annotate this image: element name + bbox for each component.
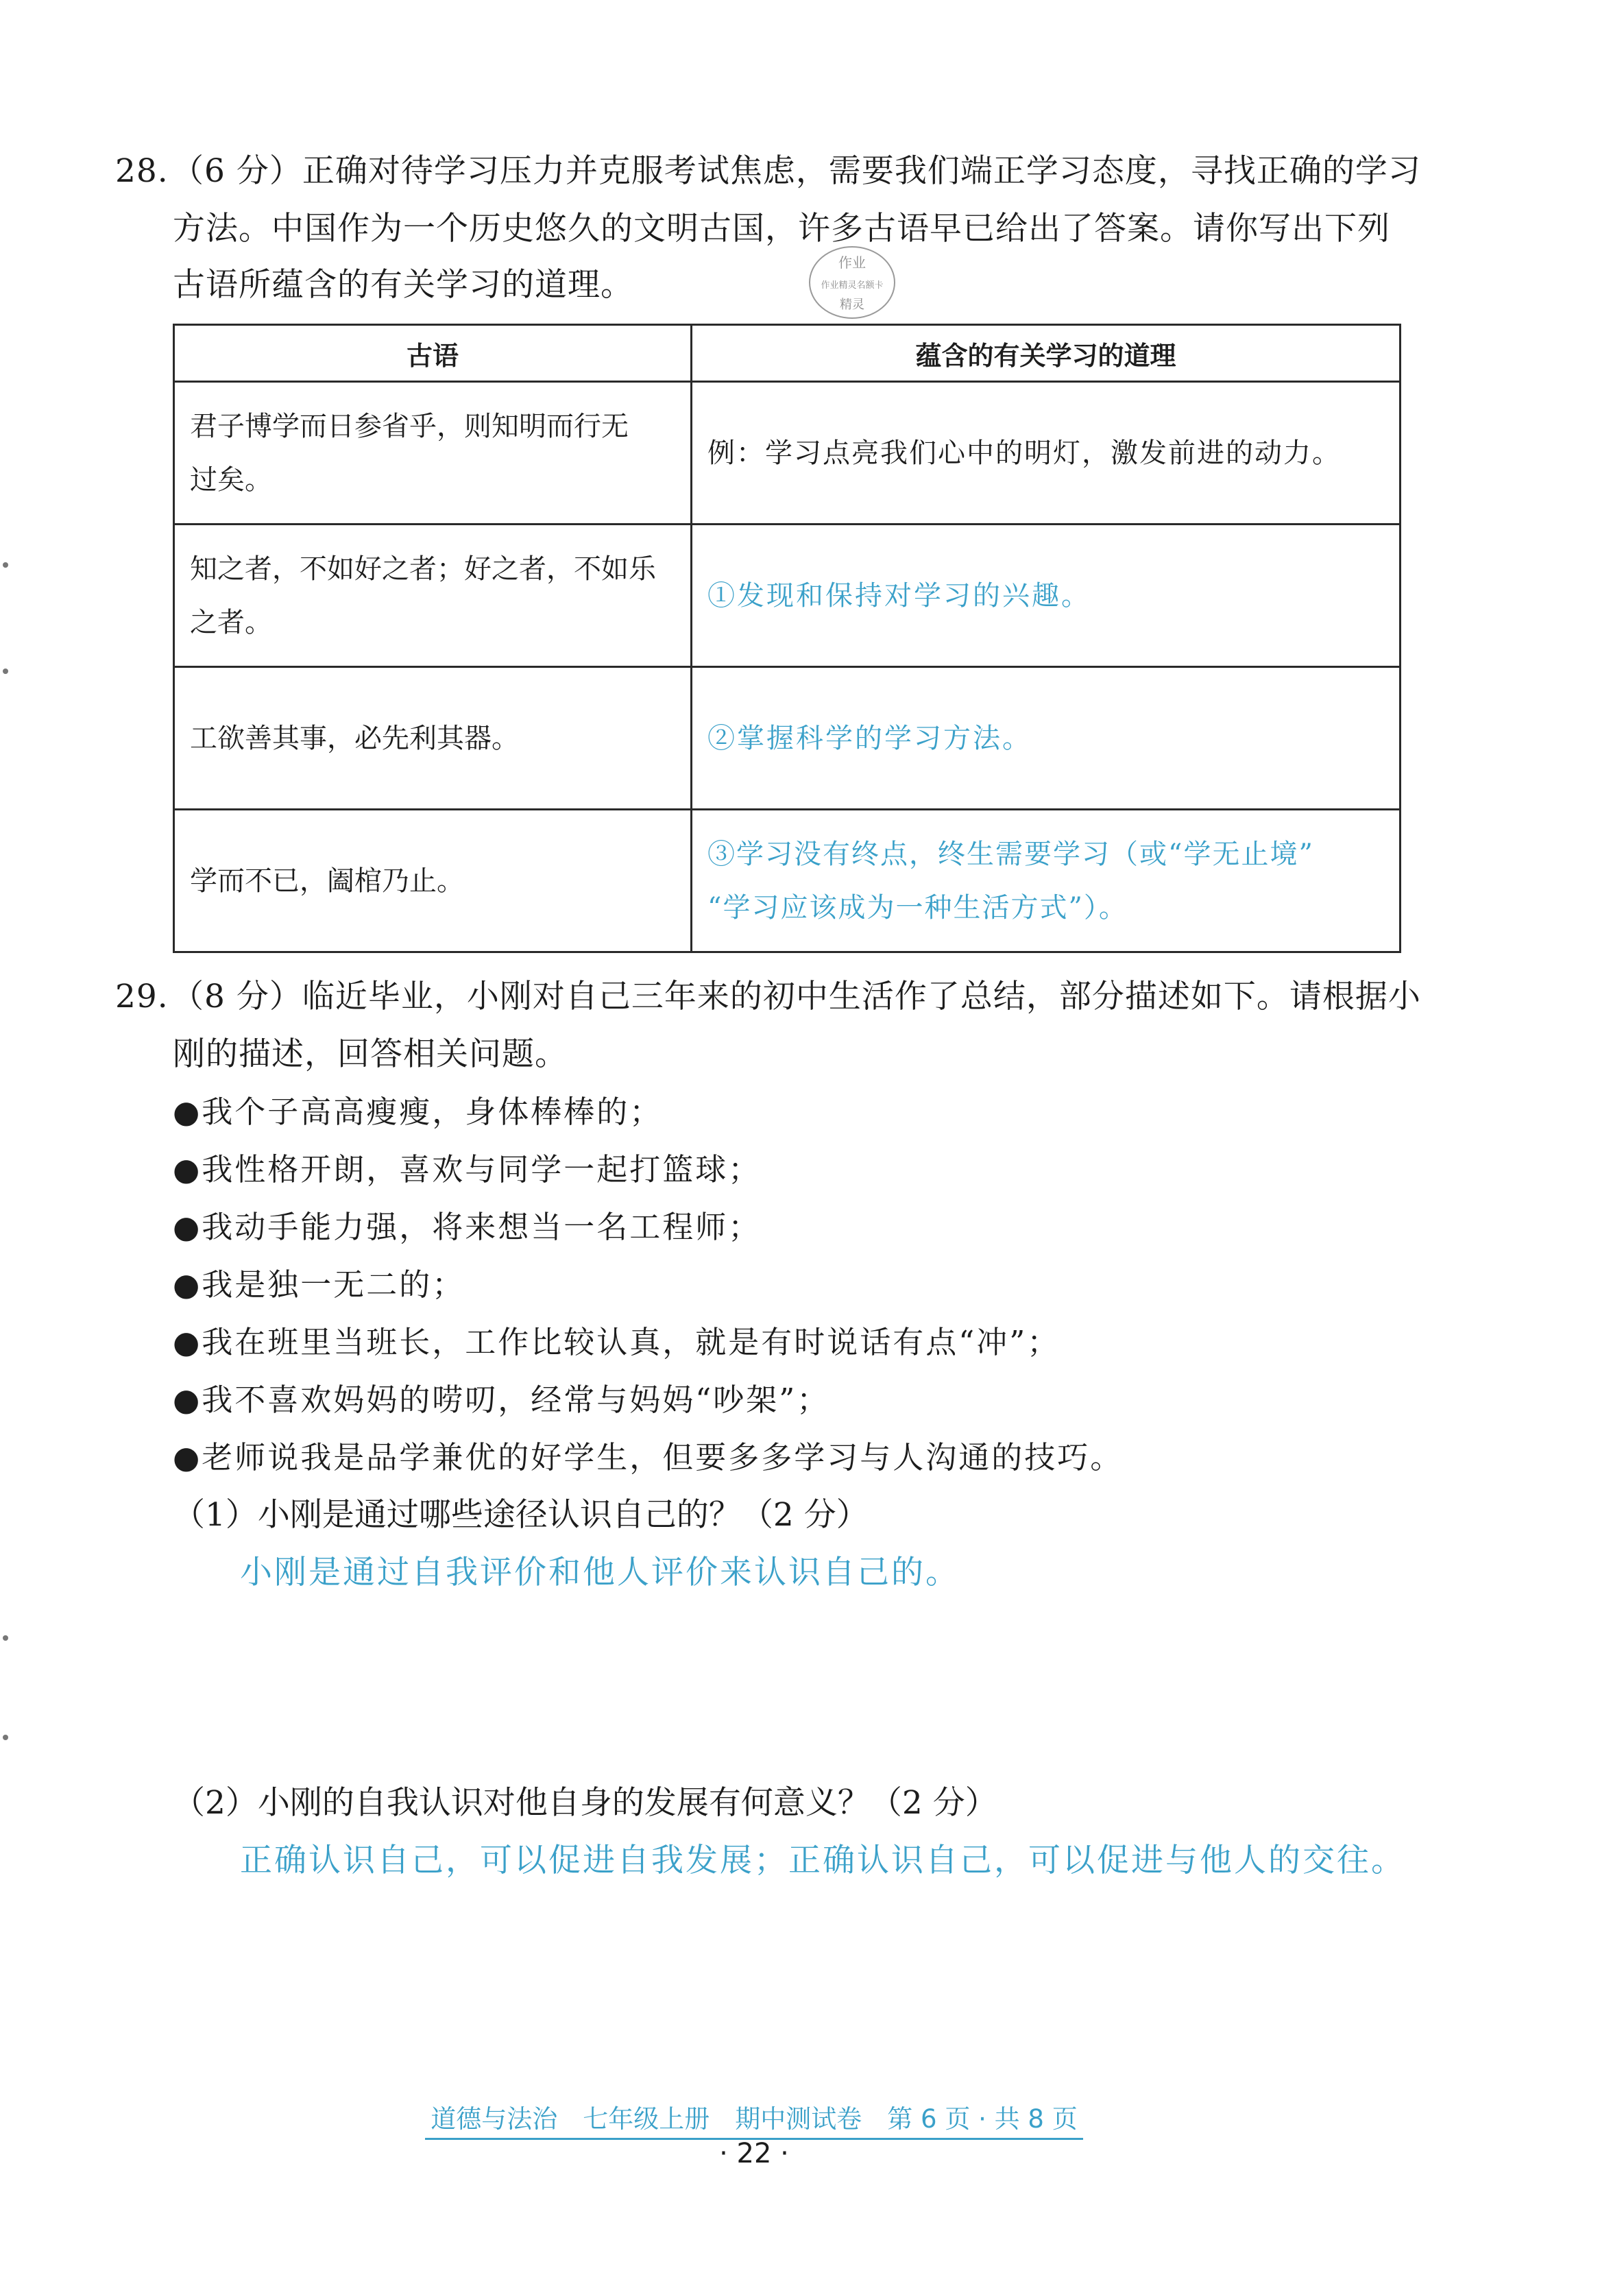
- page-number: · 22 ·: [719, 2138, 789, 2169]
- table-row: [174, 525, 1401, 667]
- stamp-text-mid: 作业精灵名额卡: [821, 280, 884, 291]
- saying-text-cont: 过矣。: [190, 463, 272, 496]
- q29-line1: [115, 968, 1421, 1026]
- list-item: ●我是独一无二的；: [173, 1266, 465, 1303]
- saying-text-cont: 之者。: [190, 606, 272, 638]
- list-item: ●我不喜欢妈妈的唠叨，经常与妈妈“吵架”；: [173, 1382, 830, 1418]
- saying-text: 君子博学而日参省乎，则知明而行无: [190, 410, 629, 442]
- page-footer: 道德与法治 七年级上册 期中测试卷 第 6 页 · 共 8 页: [425, 2098, 1083, 2140]
- list-item: ●我在班里当班长，工作比较认真，就是有时说话有点“冲”；: [173, 1324, 1061, 1360]
- q29-number: 29.: [115, 978, 169, 1015]
- q28-number: 28.: [115, 152, 169, 190]
- margin-mark: [3, 1635, 8, 1641]
- stamp-icon: [801, 241, 904, 324]
- q29-sub2-question: （2）小刚的自我认识对他自身的发展有何意义？（2 分）: [173, 1784, 997, 1822]
- margin-mark: [3, 1735, 8, 1740]
- stamp-text-top: 作业: [838, 254, 866, 271]
- table-row: [174, 667, 1401, 810]
- q29-line2: 刚的描述，回答相关问题。: [173, 1035, 568, 1073]
- q28-line3: 古语所蕴含的有关学习的道理。: [173, 266, 633, 304]
- table-row: [174, 810, 1401, 952]
- table-header-row: [174, 325, 1401, 382]
- saying-cell: 工欲善其事，必先利其器。: [174, 667, 692, 810]
- margin-mark: [3, 562, 8, 568]
- meaning-cell: [692, 667, 1401, 810]
- header-meaning: 蕴含的有关学习的道理: [692, 325, 1401, 382]
- list-item: ●我个子高高瘦瘦，身体棒棒的；: [173, 1094, 663, 1130]
- meaning-cell: 例：学习点亮我们心中的明灯，激发前进的动力。: [692, 382, 1401, 525]
- answer-text-cont: “学习应该成为一种生活方式”）。: [707, 891, 1128, 924]
- q28-text1: （6 分）正确对待学习压力并克服考试焦虑，需要我们端正学习态度，寻找正确的学习: [171, 152, 1421, 190]
- answer-text: ②掌握科学的学习方法。: [707, 722, 1032, 754]
- q28-line1: [115, 143, 1421, 200]
- q29-sub1-answer: 小刚是通过自我评价和他人评价来认识自己的。: [240, 1554, 960, 1591]
- list-item: ●老师说我是品学兼优的好学生，但要多多学习与人沟通的技巧。: [173, 1439, 1124, 1476]
- answer-text: ③学习没有终点，终生需要学习（或“学无止境”: [707, 838, 1314, 870]
- table-row: [174, 382, 1401, 525]
- saying-cell: [174, 525, 692, 667]
- q28-line2: 方法。中国作为一个历史悠久的文明古国，许多古语早已给出了答案。请你写出下列: [173, 210, 1390, 248]
- q29-sub2-answer: 正确认识自己，可以促进自我发展；正确认识自己，可以促进与他人的交往。: [240, 1842, 1405, 1879]
- list-item: ●我动手能力强，将来想当一名工程师；: [173, 1209, 762, 1245]
- stamp-text-bottom: 精灵: [840, 298, 864, 312]
- q29-text1: （8 分）临近毕业，小刚对自己三年来的初中生活作了总结，部分描述如下。请根据小: [171, 978, 1421, 1015]
- meaning-cell: [692, 525, 1401, 667]
- q29-sub1-question: （1）小刚是通过哪些途径认识自己的？（2 分）: [173, 1496, 869, 1534]
- margin-mark: [3, 669, 8, 674]
- meaning-cell: [692, 810, 1401, 952]
- header-saying: 古语: [174, 325, 692, 382]
- list-item: ●我性格开朗，喜欢与同学一起打篮球；: [173, 1151, 762, 1188]
- saying-cell: 学而不已，阖棺乃止。: [174, 810, 692, 952]
- answer-text: ①发现和保持对学习的兴趣。: [707, 579, 1091, 612]
- sayings-table: [173, 324, 1401, 953]
- saying-text: 知之者，不如好之者；好之者，不如乐: [190, 553, 656, 585]
- saying-cell: [174, 382, 692, 525]
